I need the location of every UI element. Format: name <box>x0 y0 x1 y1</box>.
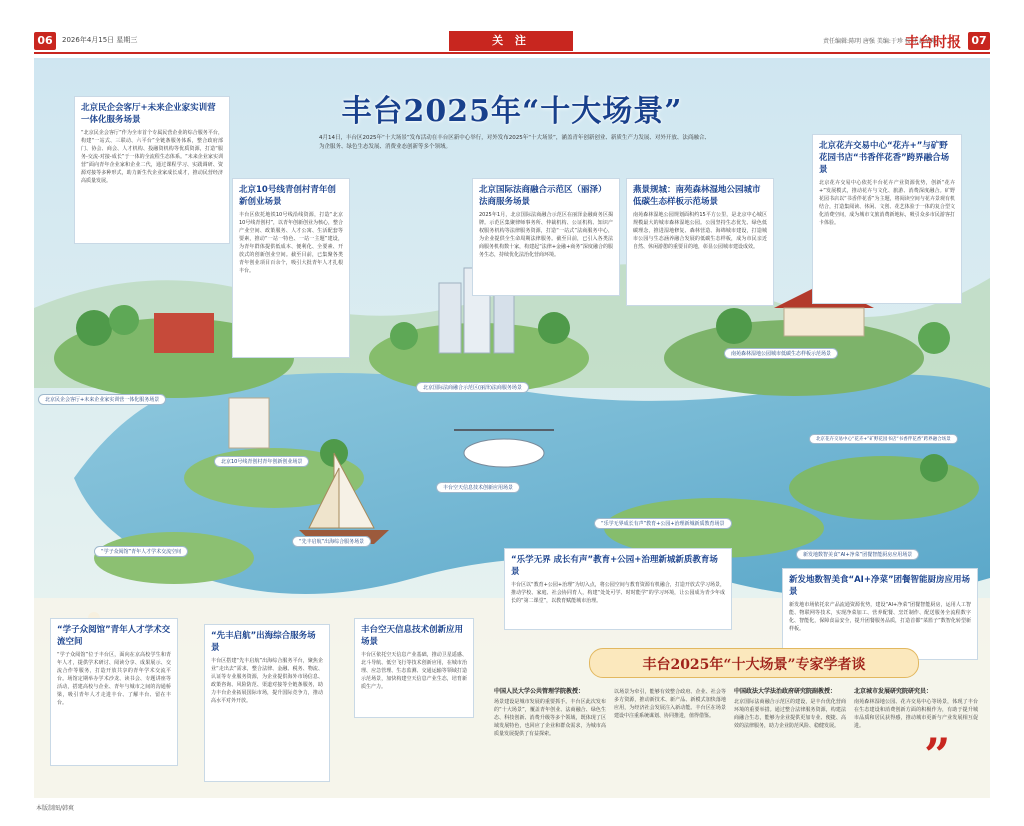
info-box-text: 丰台区以“教育+公园+治理”为切入点，将公园空间与教育资源有机融合，打造开放式学习场景，推动学校、家庭、社会协同育人，构建“处处可学、时时能学”的学习环境，让公园成为青少年成长的“第二课堂”，以教育赋能城市治理。 <box>511 582 725 604</box>
closing-quote-mark: ” <box>924 728 951 782</box>
info-box-title: 北京10号线青创村青年创新创业场景 <box>239 185 336 207</box>
info-box-salon <box>50 618 178 766</box>
info-box-title: “乐学无界 成长有声”教育+公园+治理新城新质教育场景 <box>511 555 718 577</box>
expert-text: 以场景为牵引，能够有效整合政府、企业、社会等多方资源，推动新技术、新产品、新模式加快落地应用，为经济社会发展注入新动能。丰台区在场景建设中注重系统谋划、协同推进，值得借鉴。 <box>614 689 726 719</box>
scene-label-sail: “先丰启航”出海综合服务场景 <box>292 536 371 547</box>
scene-label-youth: 北京10号线青创村青年创新创业场景 <box>214 456 309 467</box>
info-box-guild <box>74 96 230 244</box>
info-box-title: 丰台空天信息技术创新应用场景 <box>361 625 464 647</box>
info-box-title: “学子众阅馆”青年人才学术交流空间 <box>57 625 171 647</box>
expert-section-banner <box>589 648 919 678</box>
info-box-text: 2025年1月，北京国际法商融合示范区在丽泽金融商务区揭牌。示范区集聚律师事务所、仲裁机构、公证机构、知识产权服务机构等法律服务资源，打造“一站式”法商服务中心，为企业提供全生命周期法律服务。截至目前，已引入各类法商服务机构数十家，构建起“法律+金融+商务”深度融合的服务生态，持续优化法治化营商环境。 <box>479 212 613 258</box>
scene-label-guild: 北京民企会客厅+未来企业家实训营一体化服务场景 <box>38 394 166 405</box>
expert-column-2 <box>614 688 726 788</box>
info-box-text: 丰台区依托空天信息产业基础，推动卫星遥感、北斗导航、低空飞行等技术创新应用，在城市治理、应急管理、生态监测、交通运输等领域打造示范场景，加快构建空天信息产业生态，培育新质生产力。 <box>361 652 467 690</box>
scene-label-flower: 北京花卉交易中心“花卉+”矿野花园书店“书香伴花香”跨界融合场景 <box>809 434 958 444</box>
expert-column-1 <box>494 688 606 788</box>
expert-section-title: 丰台2025年“十大场景”专家学者谈 <box>642 657 866 673</box>
scene-label-food: 新发地数智美食“AI+净菜”团餐智能厨房应用场景 <box>796 549 919 560</box>
expert-column-3 <box>734 688 846 788</box>
info-box-eco <box>626 178 774 306</box>
expert-text: 北京国际法商融合示范区的建设，是丰台优化营商环境的重要举措。通过整合法律服务资源，构建法商融合生态，能够为企业提供更加专业、便捷、高效的法律服务，助力企业防范风险、稳健发展。 <box>734 699 846 729</box>
page-header <box>0 30 1024 52</box>
info-box-text: 新发地市场依托农产品流通资源优势，建设“AI+净菜”团餐智能厨房，运用人工智能、物联网等技术，实现净菜加工、营养配餐、烹饪制作、配送服务全流程数字化、智能化，保障食品安全，提升团餐服务品质，打造首都“菜篮子”数智化转型新样板。 <box>789 602 971 632</box>
info-box-text: “北京民企会客厅”作为全市首个专属民营企业的综合服务平台，构建“一站式、三联动、六平台”全链条服务体系，整合政府部门、协会、商会、人才机构、投融资机构等优质资源，打造“服务-交流-对接-成长”于一体的全流程生态体系。“未来企业家实训营”面向青年企业家和企业二代，通过课程学习、实践调研、资源对接等多种形式，助力新生代企业家成长成才，推动民营经济高质量发展。 <box>81 130 223 184</box>
page-number-left: 06 <box>34 32 56 50</box>
info-box-title: 北京国际法商融合示范区（丽泽）法商服务场景 <box>479 185 607 207</box>
editor-credits: 责任编辑:陈明 唐强 美编:于珍 校对:赵华阳 <box>823 38 937 45</box>
lede-paragraph: 4月14日，丰台区2025年“十大场景”发布活动在丰台区新中心举行，对外发布2025年“十大场景”，涵盖青年创新创业、新质生产力发展、对外开放、法商融合、为企服务、绿色生态发展、消费业态创新等多个领域。 <box>319 135 710 150</box>
section-banner: 关 注 <box>449 31 573 51</box>
info-box-title: 北京民企会客厅+未来企业家实训营一体化服务场景 <box>81 103 216 125</box>
info-box-legal <box>472 178 620 296</box>
expert-text: 南苑森林湿地公园、花卉交易中心等场景，体现了丰台在生态建设和消费创新方面的积极作为，有助于提升城市品质和居民获得感，推动城市更新与产业发展相互促进。 <box>854 699 978 729</box>
illustration-canvas <box>34 58 990 798</box>
info-box-flower <box>812 134 962 304</box>
scene-label-edu: “乐学无界成长有声”教育+公园+治理新城新质教育场景 <box>594 518 732 529</box>
scene-label-eco: 南苑森林湿地公园城市低碳生态样板示范场景 <box>724 348 838 359</box>
info-box-title: 燕景规城：南苑森林湿地公园城市低碳生态样板示范场景 <box>633 185 761 207</box>
info-box-text: 南苑森林湿地公园规划面积约15平方公里，是北京中心城区规模最大的城市森林湿地公园。公园坚持生态优先、绿色低碳理念，推进湿地修复、森林营造、海绵城市建设，打造城市公园与生态涵养融合发展的低碳生态样板，成为市民亲近自然、休闲游憩的重要目的地，彰显公园城市建设成效。 <box>633 212 767 250</box>
header-rule <box>34 52 990 54</box>
page-title: 丰台2025年“十大场景” <box>341 94 683 129</box>
newspaper-logo: 丰台时报 <box>905 35 961 51</box>
info-box-food <box>782 568 978 660</box>
expert-column-4 <box>854 688 978 788</box>
info-box-sail <box>204 624 330 782</box>
info-box-text: 丰台区依托地铁10号线沿线资源，打造“北京10号线青创村”，以青年创新创业为核心，整合产业空间、政策服务、人才公寓、生活配套等要素，推动“一站一特色、一站一主题”建设，为青年群体提供低成本、便利化、全要素、开放式的创新创业空间。截至目前，已集聚各类青年创业项目百余个，吸引大批青年人才扎根丰台。 <box>239 212 343 274</box>
expert-text: 场景建设是城市发展的重要抓手。丰台区此次发布的“十大场景”，覆盖青年创业、法商融合、绿色生态、科技创新、消费升级等多个领域，既体现了区域发展特色，也回应了企业和群众需求，为城市高质量发展提供了有益探索。 <box>494 699 606 737</box>
info-box-text: 丰台区搭建“先丰启航”出海综合服务平台，聚焦企业“走出去”需求，整合法律、金融、税务、物流、认证等专业服务资源，为企业提供海外市场信息、政策咨询、风险防范、渠道对接等全链条服务，助力丰台企业拓展国际市场，提升国际竞争力，推动高水平对外开放。 <box>211 658 323 704</box>
info-box-title: 北京花卉交易中心“花卉+”与矿野花园书店“书香伴花香”跨界融合场景 <box>819 141 950 175</box>
info-box-edu <box>504 548 732 630</box>
graphic-credit: 本版制图/韩爽 <box>36 805 75 812</box>
expert-name: 中国人民大学公共管理学院教授： <box>494 688 585 695</box>
scene-label-legal: 北京国际法商融合示范区(丽泽)法商服务场景 <box>416 382 529 393</box>
info-box-text: “学子众阅馆”位于丰台区，面向在京高校学生和青年人才，提供学术研讨、阅读分享、成果展示、交流合作等服务，打造开放共享的青年学术交流平台。场馆定期举办学术沙龙、读书会、专题讲座等活动，搭建高校与企业、青年与城市之间的沟通桥梁，吸引青年人才走进丰台、了解丰台、留在丰台。 <box>57 652 171 706</box>
info-box-title: 新发地数智美食“AI+净菜”团餐智能厨房应用场景 <box>789 575 971 597</box>
scene-label-air: 丰台空天信息技术创新应用场景 <box>436 482 520 493</box>
page-number-right: 07 <box>968 32 990 50</box>
issue-date: 2026年4月15日 星期三 <box>62 36 138 44</box>
info-box-youth <box>232 178 350 358</box>
info-box-title: “先丰启航”出海综合服务场景 <box>211 631 316 653</box>
info-box-air <box>354 618 474 718</box>
info-box-text: 北京花卉交易中心依托丰台花卉产业资源优势，创新“花卉+”发展模式，推动花卉与文化、旅游、消费深度融合。矿野花园书店以“书香伴花香”为主题，将阅读空间与花卉景观有机结合，打造集阅读、休闲、文创、花艺体验于一体的复合型文化消费空间，成为城市文旅消费新地标，吸引众多市民游客打卡体验。 <box>819 180 955 226</box>
scene-label-salon: “学子众阅馆”青年人才学术交流空间 <box>94 546 188 557</box>
expert-name: 中国政法大学法治政府研究院副教授： <box>734 688 837 695</box>
expert-name: 北京城市发展研究院研究员： <box>854 688 933 695</box>
